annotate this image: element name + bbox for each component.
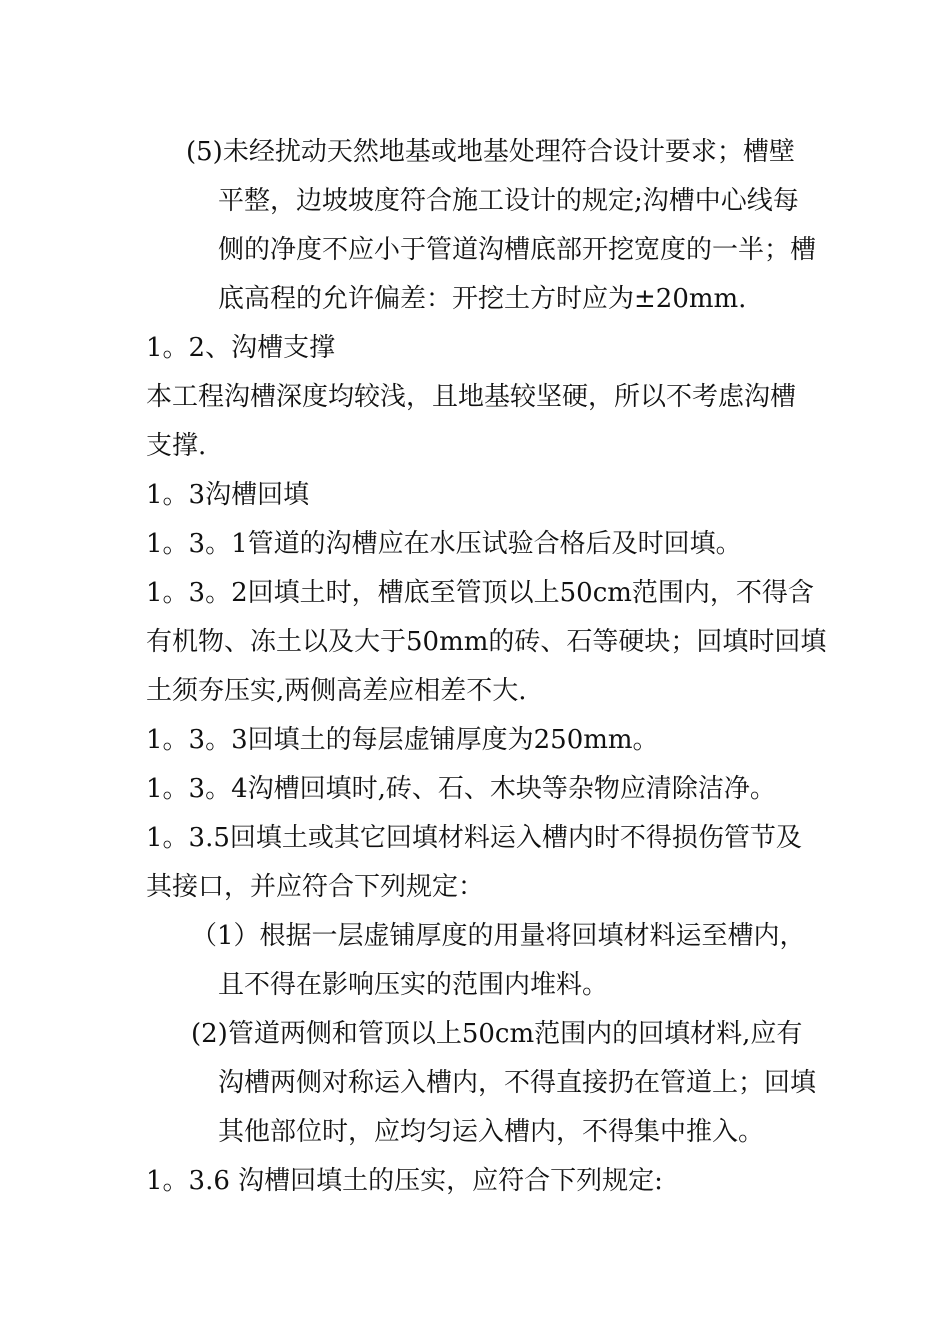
paragraph-line: 支撑. <box>146 431 207 461</box>
paragraph-line: 本工程沟槽深度均较浅，且地基较坚硬，所以不考虑沟槽 <box>146 382 797 412</box>
clause-1-3-4: 1。3。4沟槽回填时,砖、石、木块等杂物应清除洁净。 <box>146 774 776 804</box>
clause-1-3-5-line-2: 其接口，并应符合下列规定： <box>146 872 485 902</box>
list-item-2-line-1: (2)管道两侧和管顶以上50cm范围内的回填材料,应有 <box>191 1019 803 1049</box>
clause-1-3-3: 1。3。3回填土的每层虚铺厚度为250mm。 <box>146 725 659 755</box>
clause-1-3-1: 1。3。1管道的沟槽应在水压试验合格后及时回填。 <box>146 529 742 559</box>
section-heading-1-2: 1。2、沟槽支撑 <box>146 333 336 363</box>
paragraph-item-5-line-2: 平整，边坡坡度符合施工设计的规定;沟槽中心线每 <box>218 186 799 216</box>
clause-1-3-2-line-2: 有机物、冻土以及大于50mm的砖、石等硬块；回填时回填 <box>146 627 827 657</box>
list-item-1-line-2: 且不得在影响压实的范围内堆料。 <box>218 970 609 1000</box>
list-item-1-line-1: （1）根据一层虚铺厚度的用量将回填材料运至槽内， <box>191 921 806 951</box>
section-heading-1-3: 1。3沟槽回填 <box>146 480 310 510</box>
paragraph-item-5-line-4: 底高程的允许偏差：开挖土方时应为±20mm. <box>218 284 747 314</box>
list-item-2-line-3: 其他部位时，应均匀运入槽内，不得集中推入。 <box>218 1117 765 1147</box>
clause-1-3-2-line-3: 土须夯压实,两侧高差应相差不大. <box>146 676 527 706</box>
paragraph-item-5-line-3: 侧的净度不应小于管道沟槽底部开挖宽度的一半；槽 <box>218 235 817 265</box>
clause-1-3-6: 1。3.6 沟槽回填土的压实，应符合下列规定: <box>146 1166 663 1196</box>
clause-1-3-5-line-1: 1。3.5回填土或其它回填材料运入槽内时不得损伤管节及 <box>146 823 802 853</box>
list-item-2-line-2: 沟槽两侧对称运入槽内，不得直接扔在管道上；回填 <box>218 1068 817 1098</box>
clause-1-3-2-line-1: 1。3。2回填土时，槽底至管顶以上50cm范围内，不得含 <box>146 578 814 608</box>
paragraph-item-5-line-1: (5)未经扰动天然地基或地基处理符合设计要求；槽壁 <box>186 137 795 167</box>
